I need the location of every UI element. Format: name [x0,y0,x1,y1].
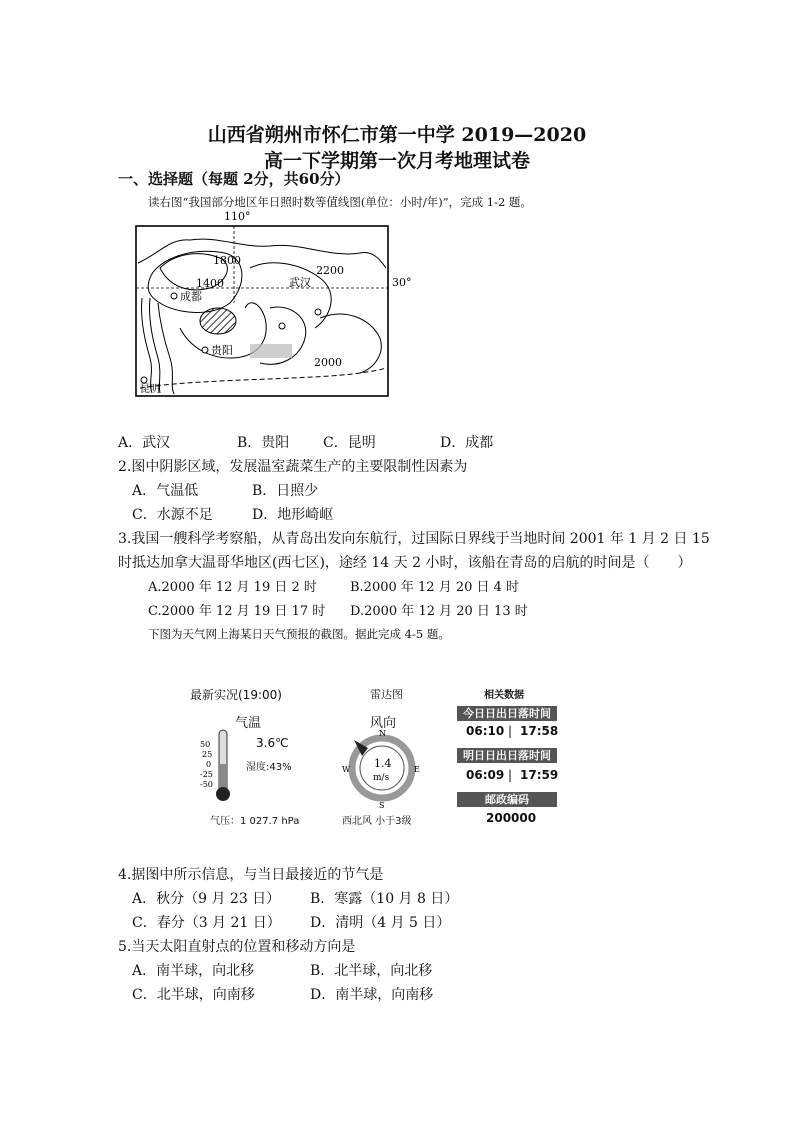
q5-option-c: C．北半球，向南移 [132,987,255,1003]
blurred-patch [250,344,292,358]
city-marker-kunming [141,377,147,383]
q2-option-d: D．地形崎岖 [252,507,334,523]
tomorrow-rise: 06:09 [466,768,505,782]
scale-label: 25 [202,750,213,759]
intro-q1-2: 读右图“我国部分地区年日照时数等值线图(单位：小时/年)”，完成 1-2 题。 [148,195,532,209]
today-sep: | [508,724,513,738]
wind-desc: 西北风 小于3级 [342,816,412,827]
q4-option-b: B．寒露（10 月 8 日） [310,891,459,907]
wind-label: 风向 [370,716,397,731]
city-label-guiyang: 贵阳 [211,344,233,357]
q3-stem-line-2: 时抵达加拿大温哥华地区(西七区)，途经 14 天 2 小时，该船在青岛的启航的时间是（ ） [118,555,692,571]
section-heading: 一、选择题（每题 2分，共60分） [118,170,350,188]
wind-unit: m/s [373,773,390,783]
pressure: 气压：1 027.7 hPa [210,816,300,827]
contour-line [158,303,174,394]
weather-panel [190,684,590,829]
q4-option-c: C．春分（3 月 21 日） [132,915,281,931]
postcode-label: 邮政编码 [457,792,557,807]
q3-option-a: A.2000 年 12 月 19 日 2 时 [148,580,317,595]
q1-option-c: C．昆明 [323,435,376,451]
city-marker-guiyang [202,347,208,353]
q4-option-d: D．清明（4 月 5 日） [310,915,451,931]
shaded-area [200,308,236,334]
city-label-kunming: 昆明 [140,384,160,395]
radar-title: 雷达图 [370,688,403,701]
q3-option-c: C.2000 年 12 月 19 日 17 时 [148,604,326,619]
humidity: 湿度:43% [246,762,292,773]
compass-s: S [379,801,385,810]
q1-option-a: A．武汉 [118,435,171,451]
compass-w: W [342,765,351,774]
temp-value: 3.6℃ [256,736,289,750]
today-set: 17:58 [520,724,559,738]
q1-option-d: D．成都 [440,435,494,451]
temp-label: 气温 [235,716,262,731]
tomorrow-sep: | [508,768,513,782]
thermometer-icon [200,728,236,806]
today-label: 今日日出日落时间 [457,706,557,721]
tomorrow-label: 明日日出日落时间 [457,748,557,763]
q5-option-b: B．北半球，向北移 [310,963,433,979]
contour-label: 2000 [314,356,342,369]
q2-option-c: C．水源不足 [132,507,213,523]
scale-label: -50 [200,780,213,789]
compass-n: N [379,729,386,738]
scale-label: -25 [200,770,213,779]
scale-label: 0 [206,760,212,769]
intro-q4-5: 下图为天气网上海某日天气预报的截图。据此完成 4-5 题。 [148,627,450,641]
wind-compass-icon [342,730,418,808]
compass-e: E [414,765,420,774]
contour-label: 1400 [196,277,224,290]
sunshine-isoline-map [130,208,412,400]
city-marker-wuhan [315,309,321,315]
q5-option-d: D．南半球，向南移 [310,987,434,1003]
q5-stem: 5.当天太阳直射点的位置和移动方向是 [118,939,356,955]
q2-option-a: A．气温低 [132,483,199,499]
lon-label: 110° [224,210,251,223]
live-title: 最新实况(19:00) [190,688,282,702]
city-label-chengdu: 成都 [180,290,202,303]
scale-label: 50 [200,740,211,749]
q2-option-b: B．日照少 [252,483,319,499]
q3-option-b: B.2000 年 12 月 20 日 4 时 [350,580,520,595]
contour-label: 2200 [316,264,344,277]
q2-stem: 2.图中阴影区域，发展温室蔬菜生产的主要限制性因素为 [118,459,468,475]
q3-stem-line-1: 3.我国一艘科学考察船，从青岛出发向东航行，过国际日界线于当地时间 2001 年 1 月 2 日 15 [118,531,710,547]
city-label-wuhan: 武汉 [289,276,311,289]
q3-option-d: D.2000 年 12 月 20 日 13 时 [350,604,528,619]
today-rise: 06:10 [466,724,505,738]
contour-label: 1800 [213,254,241,267]
postcode: 200000 [486,811,537,825]
city-marker [279,323,285,329]
city-marker-chengdu [171,293,177,299]
q5-option-a: A．南半球，向北移 [132,963,255,979]
boundary-line [140,368,386,388]
title-line-1: 山西省朔州市怀仁市第一中学 2019—2020 [207,124,587,146]
title-line-2: 高一下学期第一次月考地理试卷 [263,150,530,172]
tomorrow-set: 17:59 [520,768,559,782]
data-title: 相关数据 [484,690,524,701]
lat-label: 30° [392,276,412,289]
wind-speed: 1.4 [374,757,392,770]
q4-stem: 4.据图中所示信息，与当日最接近的节气是 [118,867,384,883]
q4-option-a: A．秋分（9 月 23 日） [132,891,281,907]
q1-option-b: B．贵阳 [237,435,290,451]
